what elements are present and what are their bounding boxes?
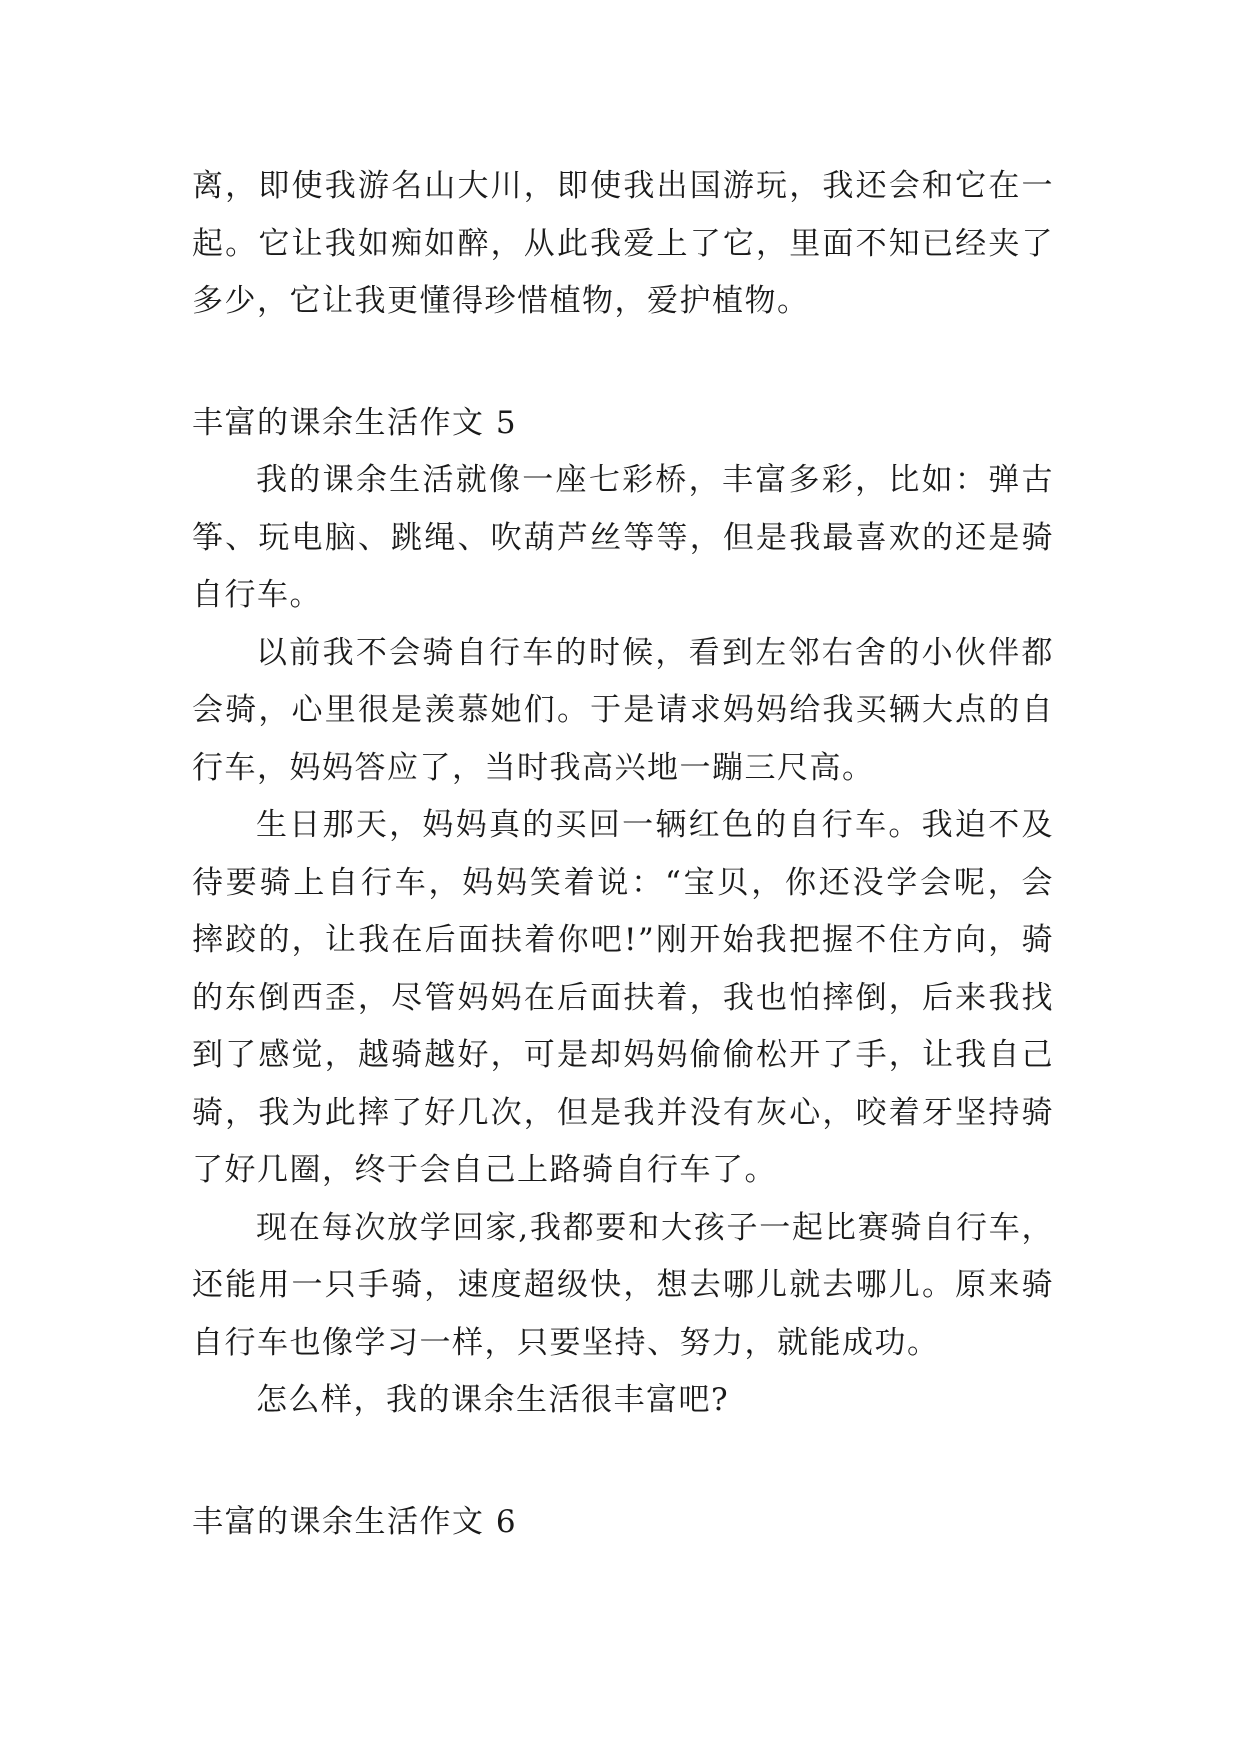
section-heading-5: 丰富的课余生活作文 5 bbox=[192, 404, 518, 441]
section-heading-6: 丰富的课余生活作文 6 bbox=[192, 1503, 518, 1540]
continuation-paragraph: 离，即使我游名山大川，即使我出国游玩，我还会和它在一起。它让我如痴如醉，从此我爱上了它，里面不知已经夹了多少，它让我更懂得珍惜植物，爱护植物。 bbox=[192, 168, 1054, 319]
document-body bbox=[192, 158, 1054, 1551]
paragraph-1: 我的课余生活就像一座七彩桥，丰富多彩，比如：弹古筝、玩电脑、跳绳、吹葫芦丝等等，但是我最喜欢的还是骑自行车。 bbox=[192, 462, 1054, 613]
paragraph-5: 怎么样，我的课余生活很丰富吧? bbox=[256, 1382, 730, 1418]
paragraph-4: 现在每次放学回家,我都要和大孩子一起比赛骑自行车，还能用一只手骑，速度超级快，想去哪儿就去哪儿。原来骑自行车也像学习一样，只要坚持、努力，就能成功。 bbox=[192, 1209, 1054, 1361]
paragraph-2: 以前我不会骑自行车的时候，看到左邻右舍的小伙伴都会骑，心里很是羡慕她们。于是请求妈妈给我买辆大点的自行车，妈妈答应了，当时我高兴地一蹦三尺高。 bbox=[192, 634, 1054, 786]
paragraph-3: 生日那天，妈妈真的买回一辆红色的自行车。我迫不及待要骑上自行车，妈妈笑着说：“宝贝，你还没学会呢，会摔跤的，让我在后面扶着你吧!”刚开始我把握不住方向，骑的东倒西歪，尽管妈妈在后面扶着，我也怕摔倒，后来我找到了感觉，越骑越好，可是却妈妈偷偷松开了手，让我自己骑，我为此摔了好几次，但是我并没有灰心，咬着牙坚持骑了好几圈，终于会自己上路骑自行车了。 bbox=[192, 807, 1054, 1188]
